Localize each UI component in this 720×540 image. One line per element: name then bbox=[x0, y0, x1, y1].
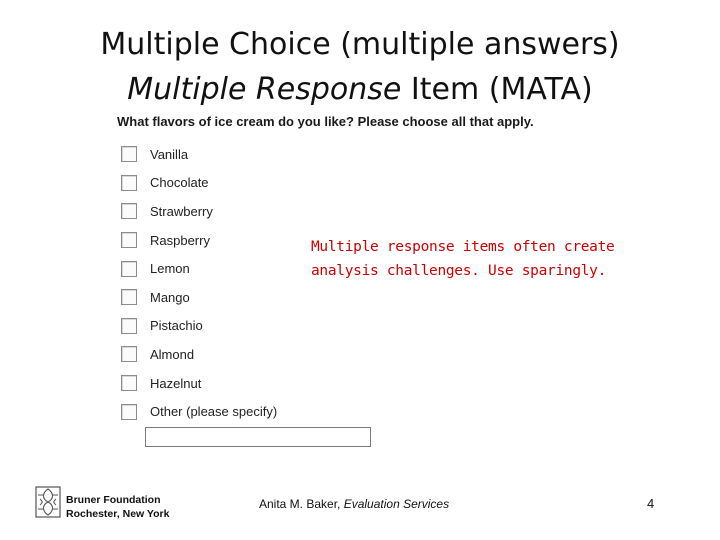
option-item[interactable] bbox=[121, 312, 277, 341]
checkbox[interactable] bbox=[121, 318, 137, 334]
checkbox[interactable] bbox=[121, 146, 137, 162]
checkbox[interactable] bbox=[121, 404, 137, 420]
author-name: Anita M. Baker, bbox=[259, 497, 344, 511]
option-item[interactable] bbox=[121, 226, 277, 255]
slide-title-line-1: Multiple Choice (multiple answers) bbox=[100, 27, 620, 62]
note-line-1: Multiple response items often create bbox=[311, 239, 615, 255]
org-line-2: Rochester, New York bbox=[66, 508, 170, 520]
option-label: Raspberry bbox=[150, 232, 210, 248]
option-label: Pistachio bbox=[150, 318, 203, 334]
checkbox[interactable] bbox=[121, 203, 137, 219]
author-org: Evaluation Services bbox=[343, 497, 450, 511]
option-label: Lemon bbox=[150, 261, 190, 277]
checkbox[interactable] bbox=[121, 232, 137, 248]
other-specify-input[interactable] bbox=[145, 427, 371, 447]
title-rest-text: Item (MATA) bbox=[401, 72, 593, 107]
option-item[interactable] bbox=[121, 140, 277, 169]
option-item[interactable] bbox=[121, 169, 277, 198]
option-label: Almond bbox=[150, 346, 195, 362]
option-label: Other (please specify) bbox=[150, 404, 278, 420]
org-line-1: Bruner Foundation bbox=[66, 494, 161, 506]
option-item[interactable] bbox=[121, 340, 277, 369]
option-label: Strawberry bbox=[150, 203, 213, 219]
author-credit bbox=[259, 497, 449, 511]
page-number: 4 bbox=[647, 496, 655, 511]
checkbox[interactable] bbox=[121, 375, 137, 391]
option-list bbox=[121, 140, 277, 426]
option-label: Chocolate bbox=[150, 175, 209, 191]
checkbox[interactable] bbox=[121, 175, 137, 191]
option-item[interactable] bbox=[121, 197, 277, 226]
note-line-2: analysis challenges. Use sparingly. bbox=[311, 263, 607, 279]
slide-title-line-2 bbox=[0, 67, 720, 113]
bruner-foundation-logo-icon bbox=[35, 486, 61, 518]
option-label: Mango bbox=[150, 289, 190, 305]
option-label: Vanilla bbox=[150, 146, 189, 162]
checkbox[interactable] bbox=[121, 261, 137, 277]
option-item[interactable] bbox=[121, 397, 277, 426]
option-item[interactable] bbox=[121, 254, 277, 283]
option-item[interactable] bbox=[121, 283, 277, 312]
checkbox[interactable] bbox=[121, 346, 137, 362]
title-italic-text: Multiple Response bbox=[127, 72, 402, 107]
option-item[interactable] bbox=[121, 369, 277, 398]
checkbox[interactable] bbox=[121, 289, 137, 305]
option-label: Hazelnut bbox=[150, 375, 202, 391]
organization-name bbox=[66, 493, 170, 521]
note-callout bbox=[311, 235, 671, 283]
survey-question: What flavors of ice cream do you like? Please choose all that apply. bbox=[117, 114, 534, 129]
